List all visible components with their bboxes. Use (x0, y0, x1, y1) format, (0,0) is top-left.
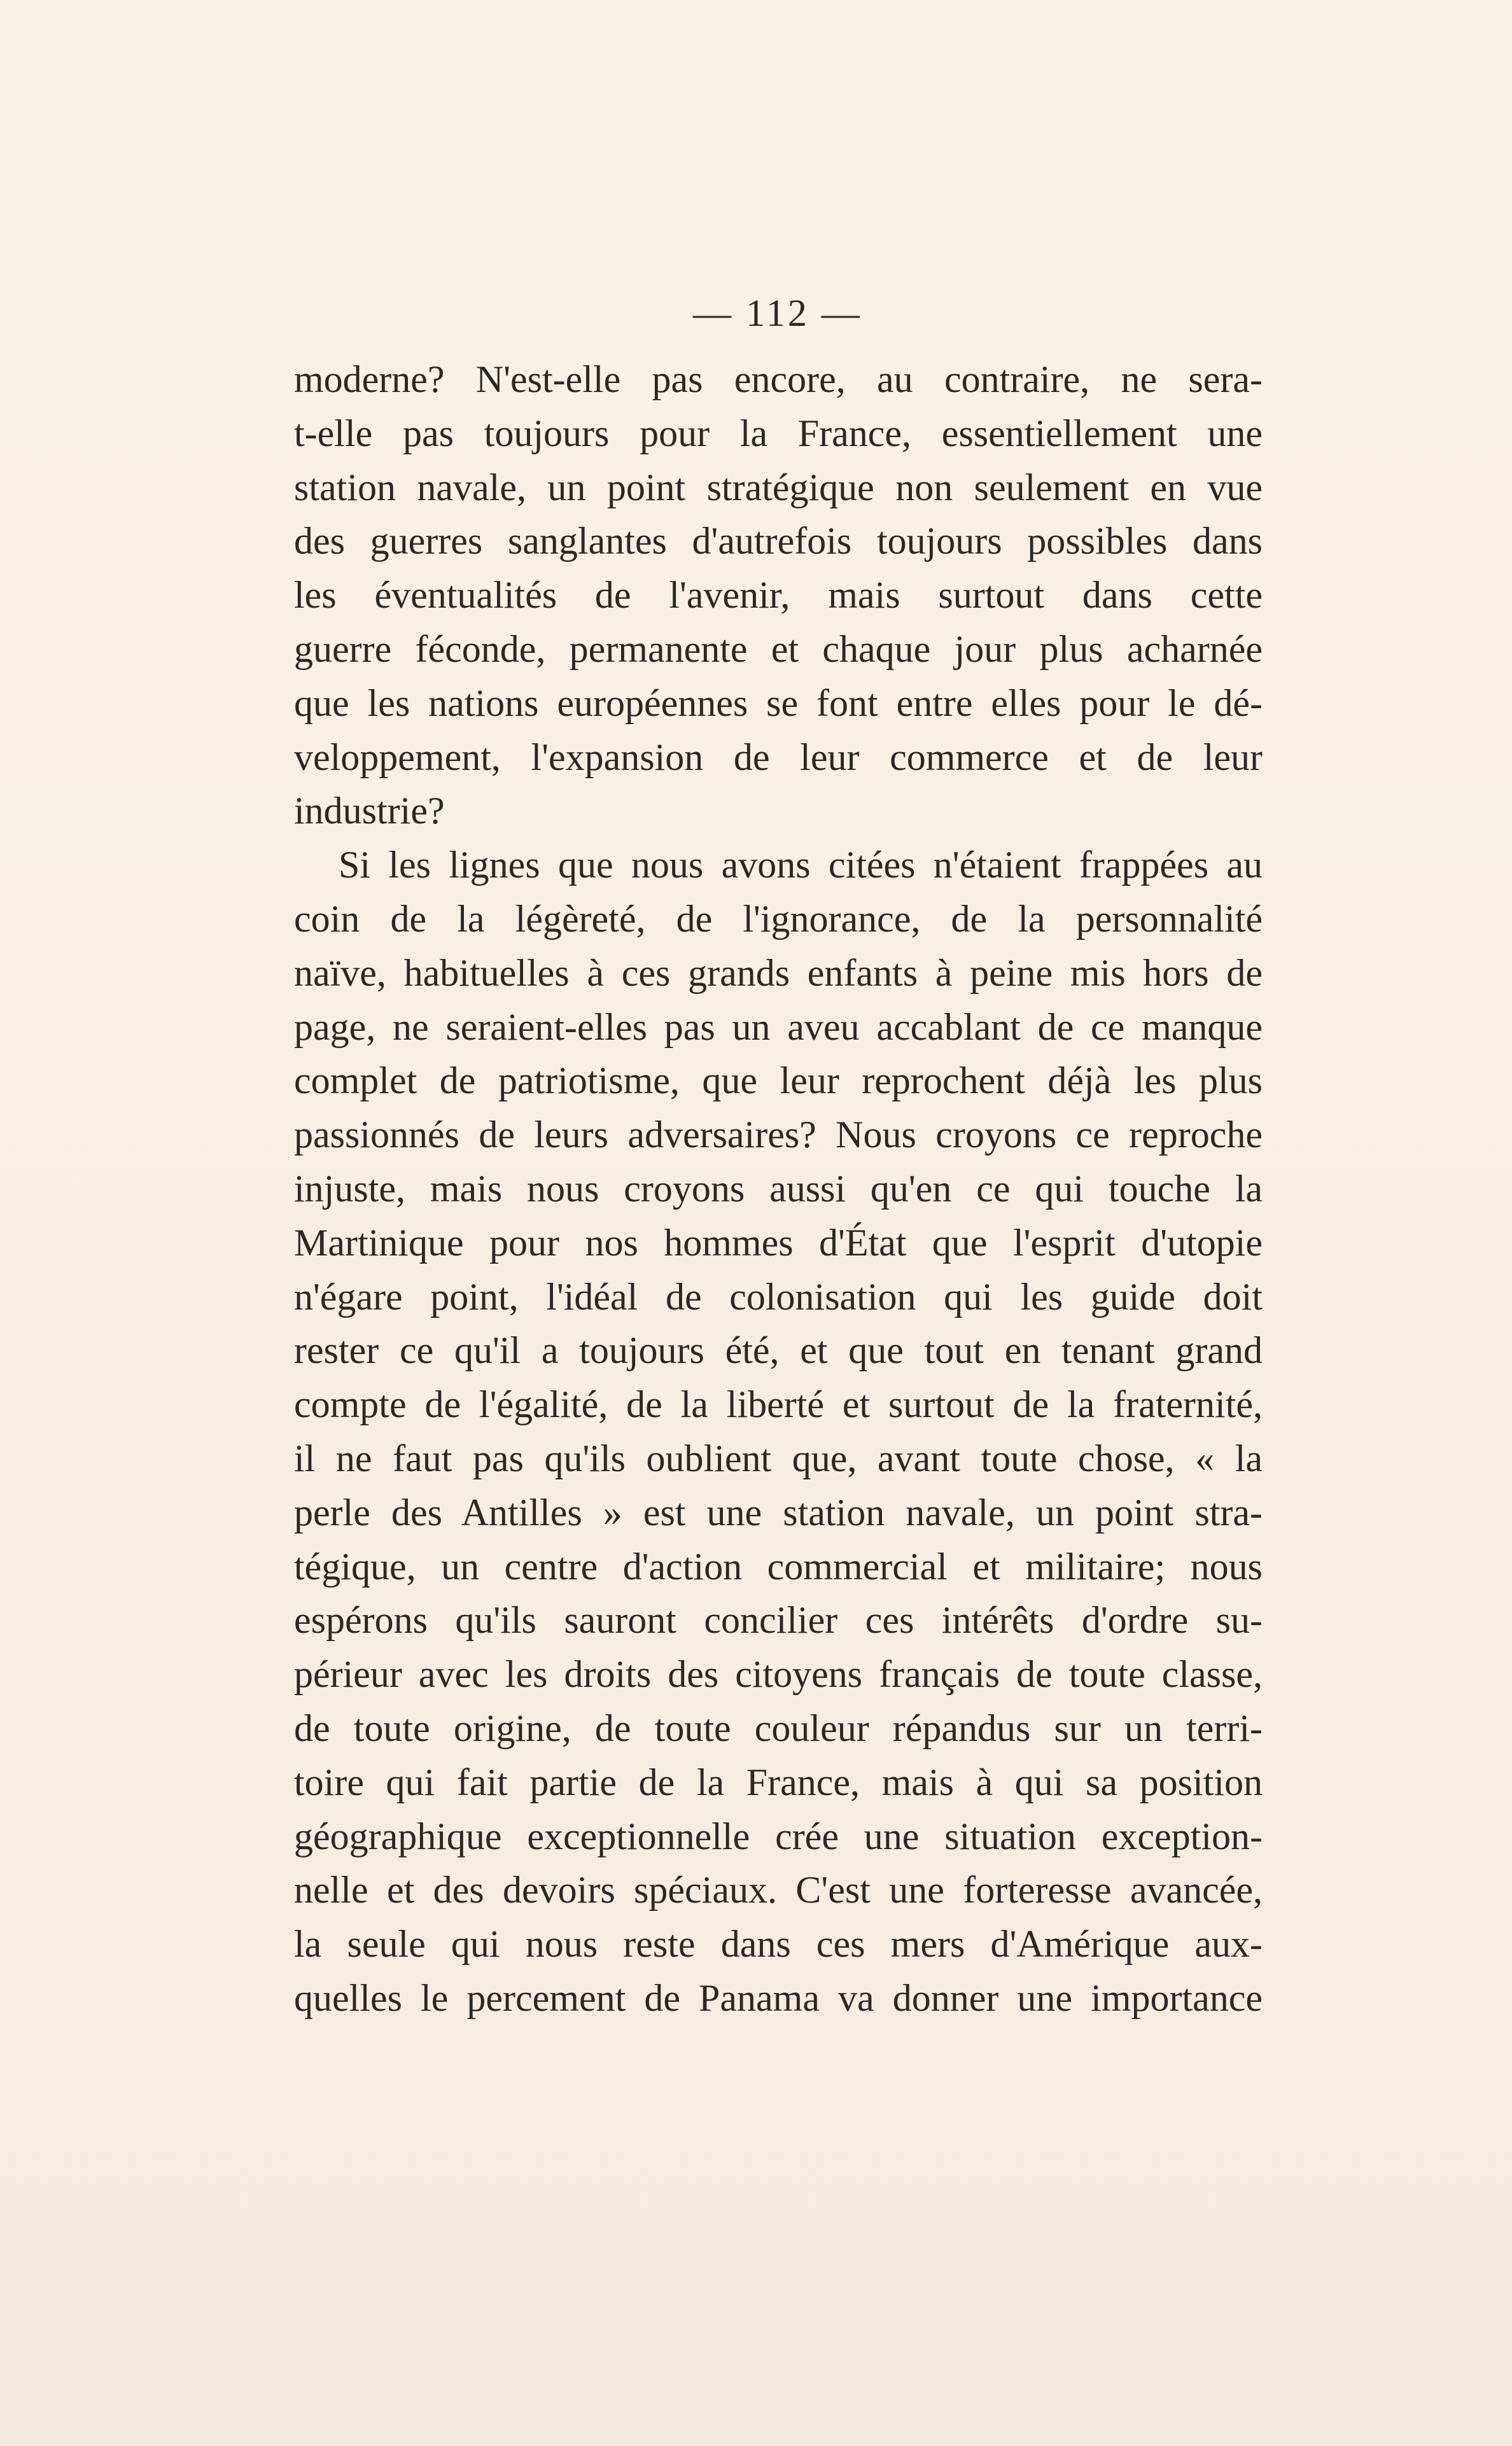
text-line: guerre féconde, permanente et chaque jour plus acharnée (294, 627, 1263, 670)
text-line: Si les lignes que nous avons citées n'étaient frappées au (339, 844, 1263, 886)
text-line: injuste, mais nous croyons aussi qu'en ce qui touche la (294, 1167, 1263, 1210)
text-line: espérons qu'ils sauront concilier ces intérêts d'ordre su- (294, 1599, 1263, 1642)
text-line: que les nations européennes se font entre elles pour le dé- (294, 681, 1263, 724)
paragraph-2 (294, 838, 1263, 2025)
text-line: moderne? N'est-elle pas encore, au contraire, ne sera- (294, 358, 1263, 400)
text-line: rester ce qu'il a toujours été, et que tout en tenant grand (294, 1329, 1263, 1372)
text-line: toire qui fait partie de la France, mais à qui sa position (294, 1761, 1263, 1803)
text-line: des guerres sanglantes d'autrefois toujours possibles dans (294, 520, 1263, 563)
paragraph-1 (294, 353, 1263, 838)
text-line: Martinique pour nos hommes d'État que l'esprit d'utopie (294, 1221, 1263, 1264)
text-line: compte de l'égalité, de la liberté et surtout de la fraternité, (294, 1383, 1263, 1426)
text-line: tégique, un centre d'action commercial et militaire; nous (294, 1545, 1263, 1588)
text-line: naïve, habituelles à ces grands enfants à peine mis hors de (294, 951, 1263, 994)
page-number-header: — 112 — (693, 292, 862, 334)
text-line: il ne faut pas qu'ils oublient que, avant toute chose, « la (294, 1437, 1263, 1479)
text-line: coin de la légèreté, de l'ignorance, de la personnalité (294, 897, 1263, 940)
text-line: complet de patriotisme, que leur reprochent déjà les plus (294, 1059, 1263, 1102)
text-line: la seule qui nous reste dans ces mers d'Amérique aux- (294, 1923, 1263, 1966)
text-line: industrie? (294, 790, 445, 832)
text-line: géographique exceptionnelle crée une situation exception- (294, 1815, 1263, 1857)
text-line: page, ne seraient-elles pas un aveu accablant de ce manque (294, 1005, 1263, 1048)
text-line: t-elle pas toujours pour la France, essentiellement une (294, 412, 1263, 454)
page-body (294, 353, 1263, 2025)
text-line: quelles le percement de Panama va donner une importance (294, 1976, 1263, 2019)
text-line: passionnés de leurs adversaires? Nous croyons ce reproche (294, 1114, 1263, 1156)
text-line: périeur avec les droits des citoyens français de toute classe, (294, 1653, 1263, 1696)
text-line: de toute origine, de toute couleur répandus sur un terri- (294, 1707, 1263, 1749)
text-line: perle des Antilles » est une station navale, un point stra- (294, 1491, 1263, 1534)
text-line: n'égare point, l'idéal de colonisation qui les guide doit (294, 1275, 1263, 1318)
text-line: station navale, un point stratégique non seulement en vue (294, 466, 1263, 508)
text-line: veloppement, l'expansion de leur commerce et de leur (294, 736, 1263, 778)
text-line: nelle et des devoirs spéciaux. C'est une forteresse avancée, (294, 1869, 1263, 1911)
text-line: les éventualités de l'avenir, mais surtout dans cette (294, 574, 1263, 617)
